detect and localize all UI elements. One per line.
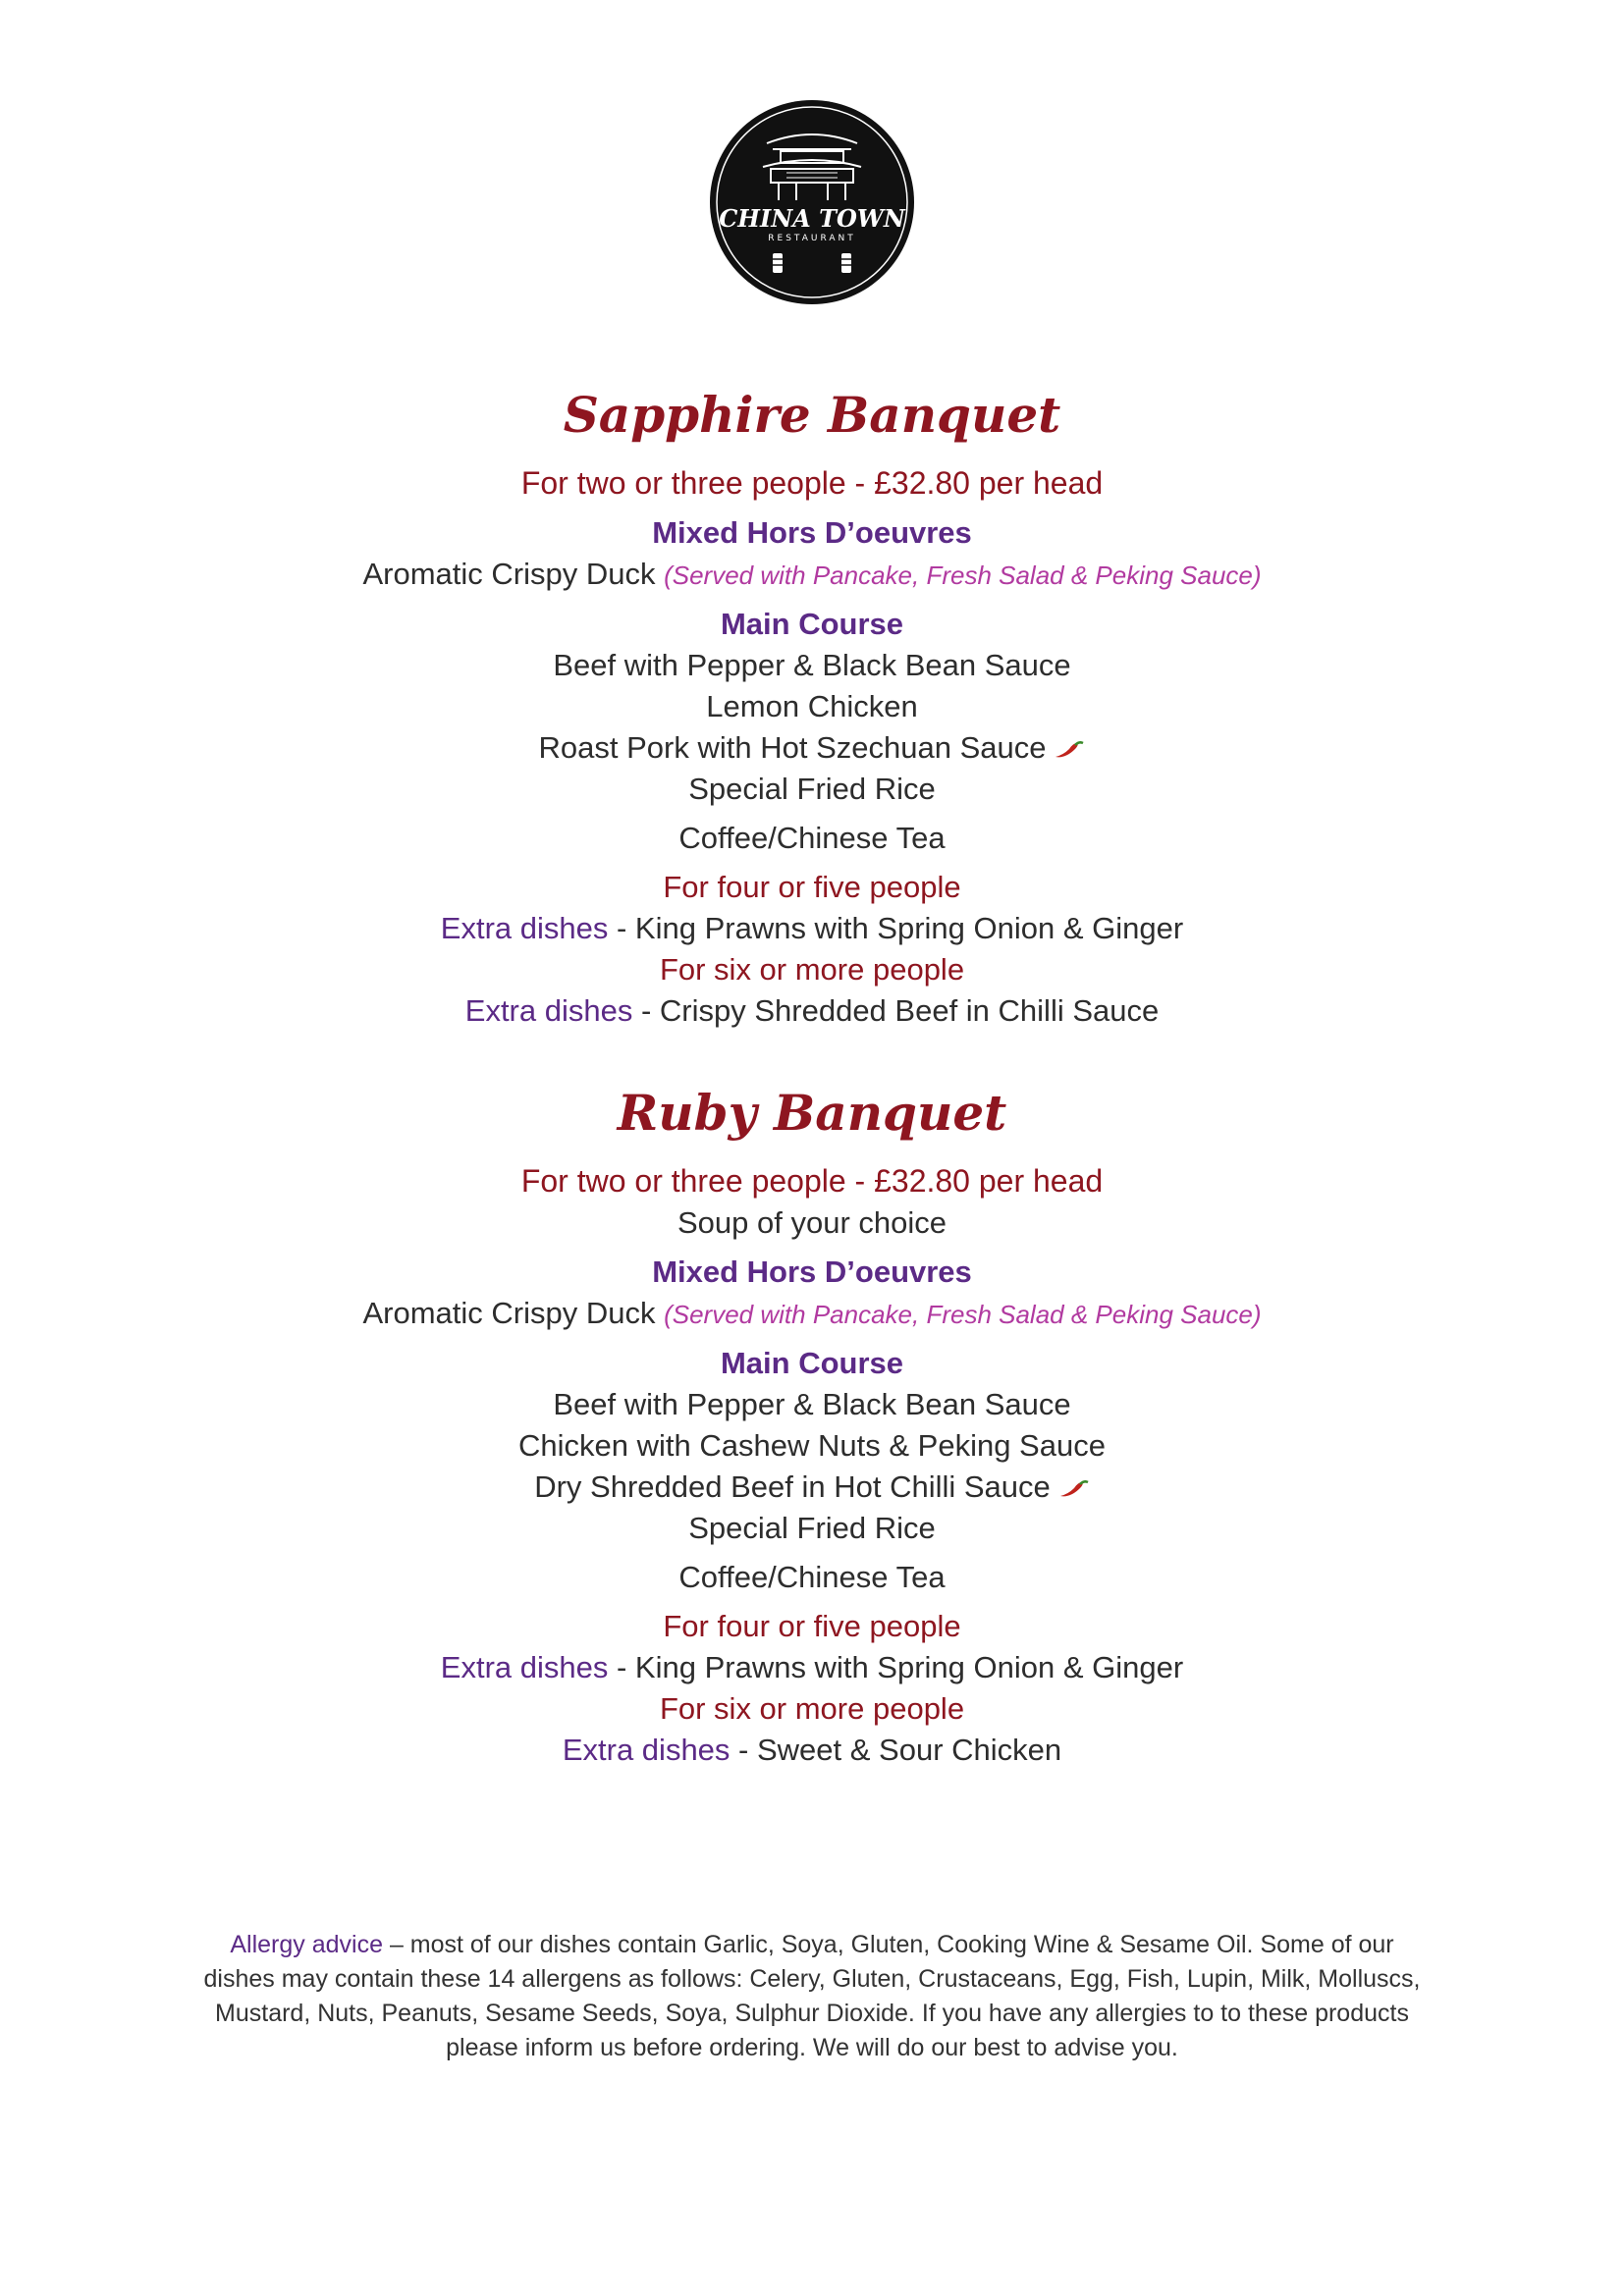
extra-dishes-four-five: Extra dishes - King Prawns with Spring Onion & Ginger <box>440 911 1184 945</box>
drinks-item: Coffee/Chinese Tea <box>678 1560 946 1594</box>
chili-pepper-icon <box>1056 1478 1090 1500</box>
allergy-advice <box>196 1928 1428 2065</box>
duck-note: (Served with Pancake, Fresh Salad & Peking Sauce) <box>664 1300 1262 1329</box>
duck-item: Aromatic Crispy Duck <box>362 557 656 591</box>
svg-text:CHINA TOWN: CHINA TOWN <box>719 204 905 233</box>
four-five-heading: For four or five people <box>663 1609 961 1643</box>
main-item-spicy: Roast Pork with Hot Szechuan Sauce <box>0 727 1624 769</box>
starter-heading: Mixed Hors D’oeuvres <box>652 515 972 550</box>
duck-item: Aromatic Crispy Duck <box>362 1296 656 1330</box>
soup-item: Soup of your choice <box>677 1205 947 1240</box>
china-town-logo <box>708 98 916 306</box>
six-heading: For six or more people <box>659 1691 965 1726</box>
restaurant-logo <box>708 98 916 306</box>
allergy-label: Allergy advice <box>230 1931 383 1958</box>
allergy-text: – most of our dishes contain Garlic, Soya, Gluten, Cooking Wine & Sesame Oil. Some of our dishes may contain these 14 allergens as follows: Celery, Gluten, Crustaceans, Egg, Fish, Lupin, Milk, Molluscs, Mustard, Nuts, Peanuts, Sesame Seeds, Soya, Sulphur Dioxide. If you have any allergies to to these products please inform us before ordering. We will do our best to advise you. <box>203 1931 1421 2061</box>
extra-dishes-four-five: Extra dishes - King Prawns with Spring Onion & Ginger <box>440 1650 1184 1684</box>
duck-line <box>0 1293 1624 1335</box>
price-line: For two or three people - £32.80 per head <box>520 1163 1104 1199</box>
main-item-spicy: Dry Shredded Beef in Hot Chilli Sauce <box>0 1467 1624 1508</box>
banquet-title: Sapphire Banquet <box>563 386 1061 444</box>
main-item: Special Fried Rice <box>688 772 936 806</box>
main-item: Lemon Chicken <box>706 689 918 723</box>
duck-line <box>0 554 1624 596</box>
drinks-item: Coffee/Chinese Tea <box>678 821 946 855</box>
price-line: For two or three people - £32.80 per head <box>520 465 1104 501</box>
extra-dishes-six: Extra dishes - Crispy Shredded Beef in Chilli Sauce <box>464 993 1160 1028</box>
main-item: Special Fried Rice <box>688 1511 936 1545</box>
main-item: Chicken with Cashew Nuts & Peking Sauce <box>518 1428 1106 1463</box>
banquet-title: Ruby Banquet <box>617 1084 1007 1142</box>
starter-heading: Mixed Hors D’oeuvres <box>652 1255 972 1289</box>
sapphire-banquet <box>0 386 1624 1032</box>
duck-note: (Served with Pancake, Fresh Salad & Peking Sauce) <box>664 561 1262 590</box>
four-five-heading: For four or five people <box>663 870 961 904</box>
extra-dishes-six: Extra dishes - Sweet & Sour Chicken <box>562 1733 1062 1767</box>
ruby-banquet <box>0 1084 1624 1771</box>
main-course-heading: Main Course <box>720 607 904 641</box>
main-item: Beef with Pepper & Black Bean Sauce <box>553 648 1071 682</box>
six-heading: For six or more people <box>659 952 965 987</box>
main-course-heading: Main Course <box>720 1346 904 1380</box>
svg-text:RESTAURANT: RESTAURANT <box>768 234 856 243</box>
chili-pepper-icon <box>1052 739 1085 761</box>
main-item: Beef with Pepper & Black Bean Sauce <box>553 1387 1071 1421</box>
